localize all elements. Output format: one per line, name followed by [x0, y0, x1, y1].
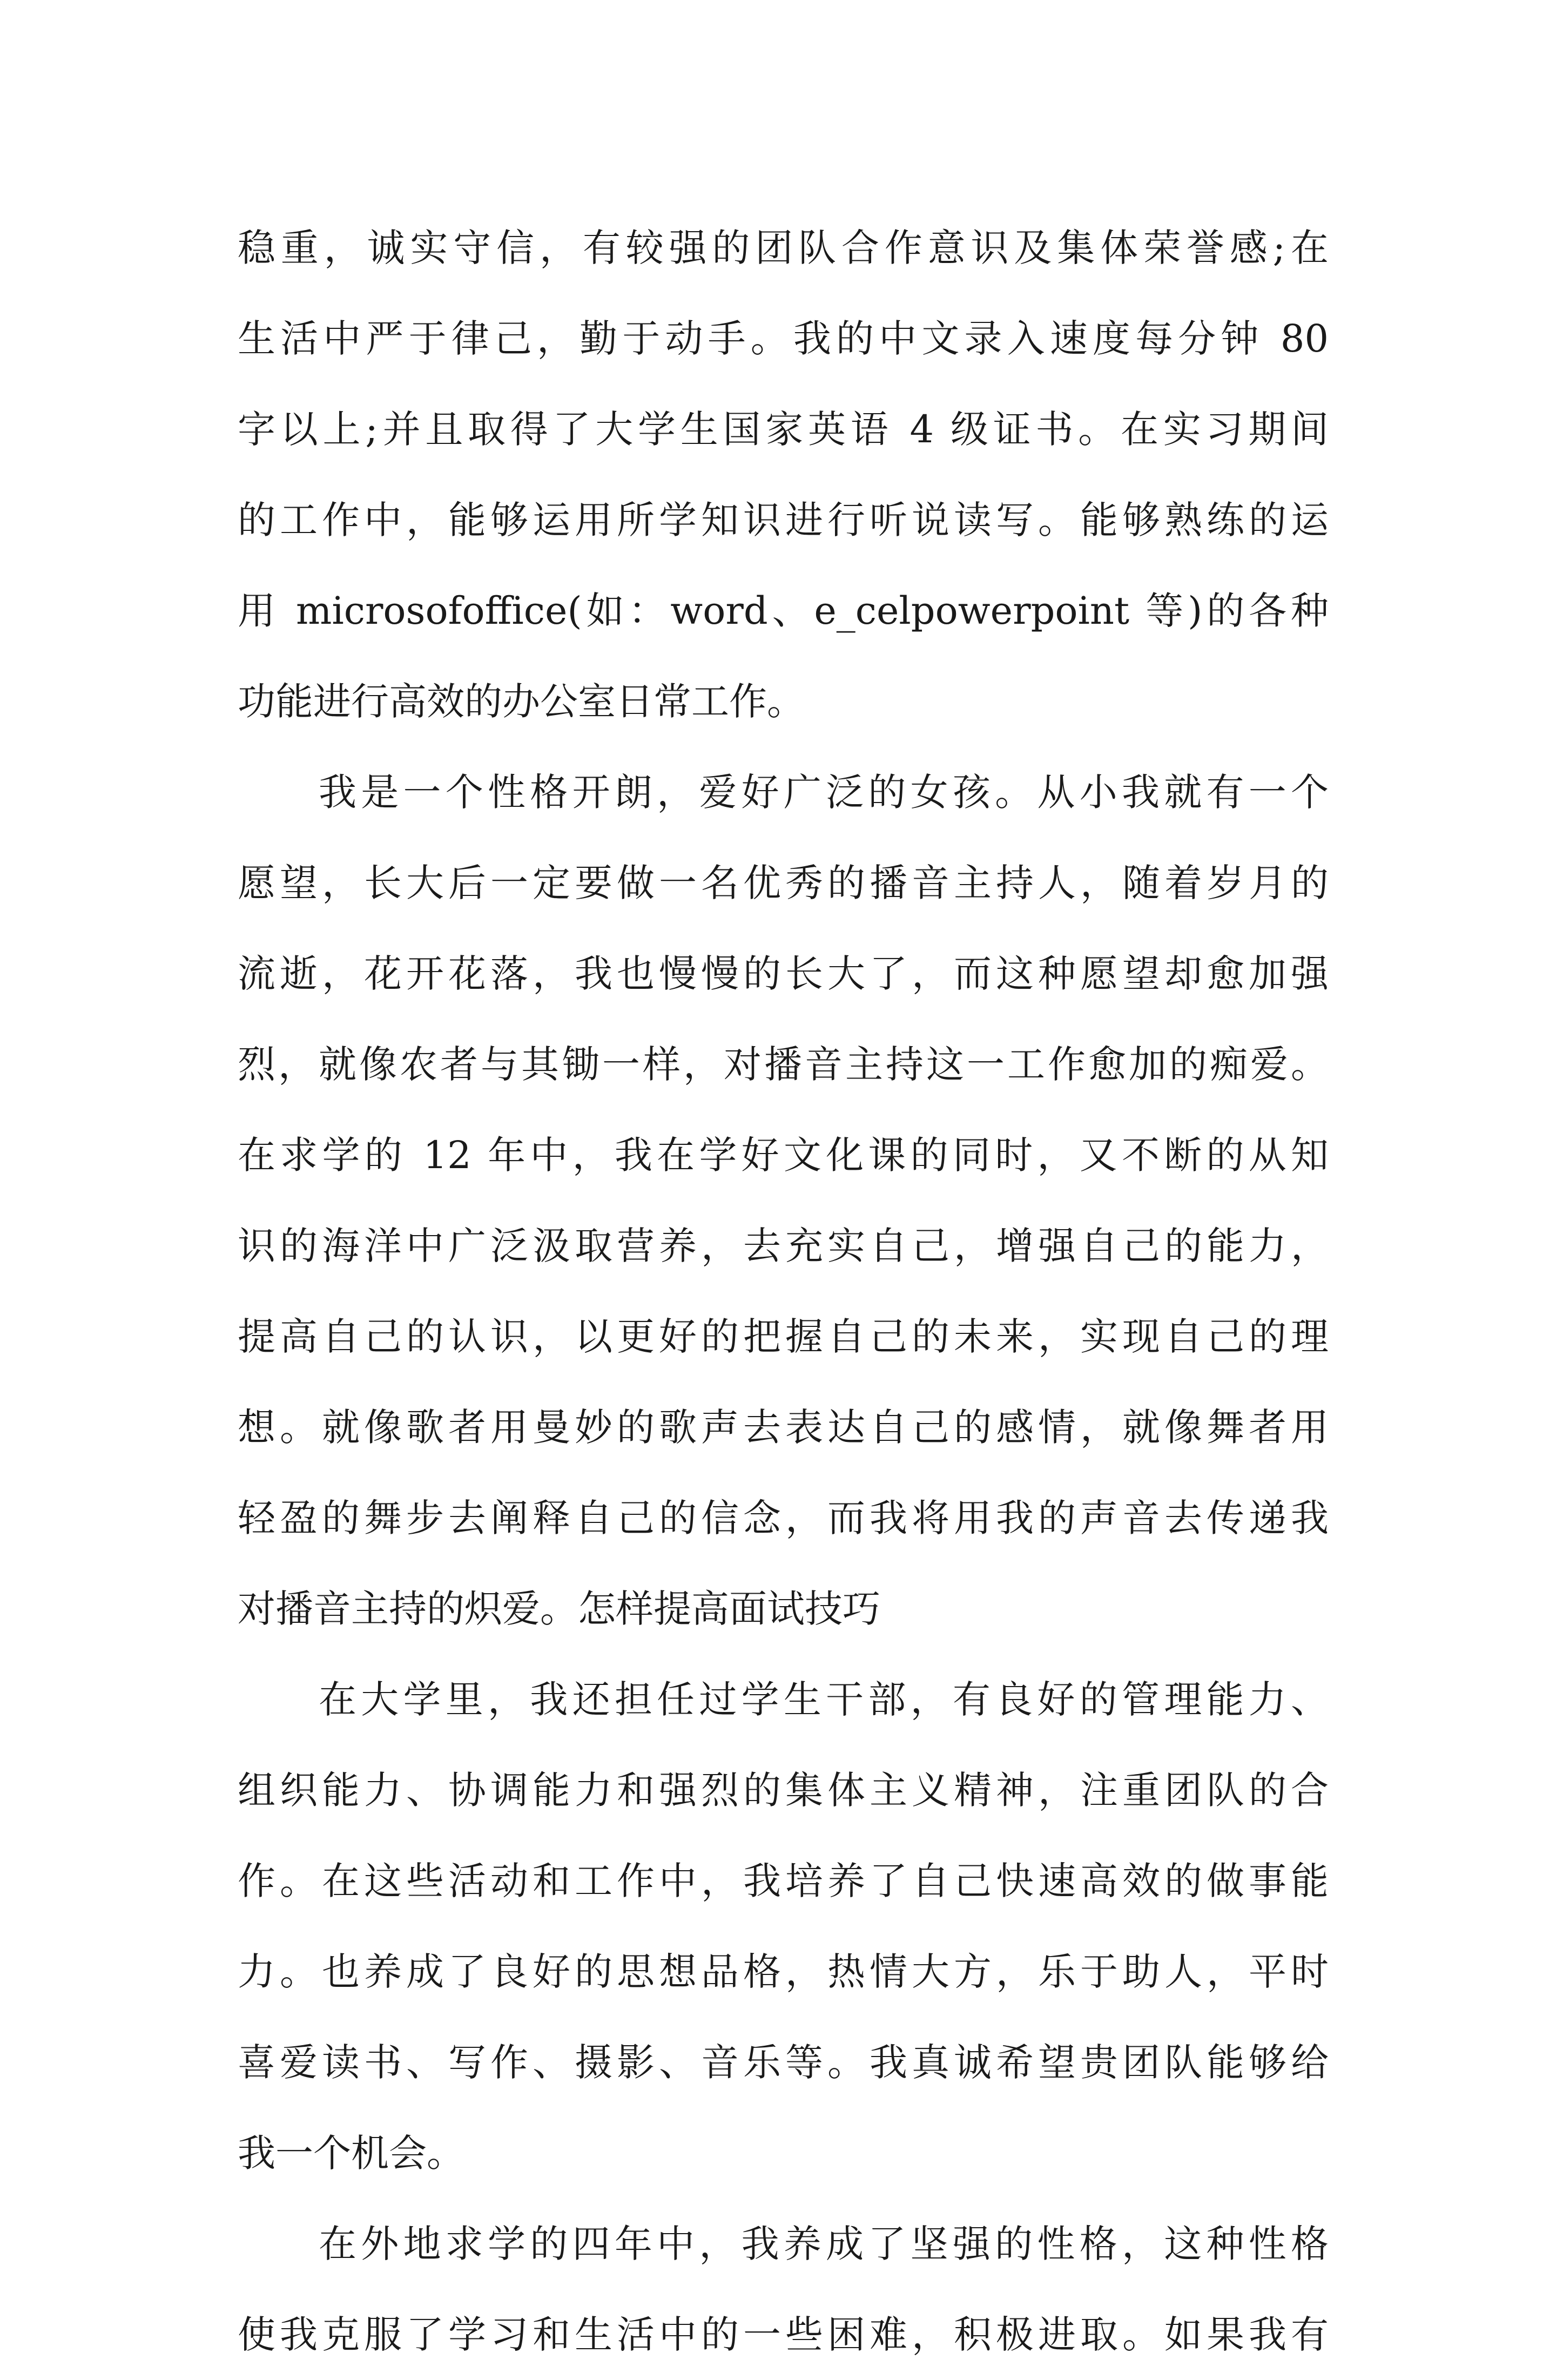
- text-line: 稳重，诚实守信，有较强的团队合作意识及集体荣誉感;在: [238, 226, 1329, 270]
- text-line: 烈，就像农者与其锄一样，对播音主持这一工作愈加的痴爱。: [238, 1042, 1329, 1087]
- paragraph-3: [238, 1654, 1329, 2199]
- text-line: 想。就像歌者用曼妙的歌声去表达自己的感情，就像舞者用: [238, 1405, 1329, 1449]
- text-line: 在大学里，我还担任过学生干部，有良好的管理能力、: [319, 1677, 1329, 1722]
- paragraph-1: [238, 203, 1329, 747]
- text-line: 喜爱读书、写作、摄影、音乐等。我真诚希望贵团队能够给: [238, 2040, 1329, 2085]
- text-line: 在外地求学的四年中，我养成了坚强的性格，这种性格: [319, 2222, 1329, 2266]
- document-body: [238, 203, 1329, 2380]
- text-line: 力。也养成了良好的思想品格，热情大方，乐于助人，平时: [238, 1950, 1329, 1994]
- text-line: 用 microsofoffice(如：word、e_celpowerpoint 等)的各种: [238, 589, 1329, 633]
- text-line: 识的海洋中广泛汲取营养，去充实自己，增强自己的能力，: [238, 1224, 1329, 1268]
- text-line: 轻盈的舞步去阐释自己的信念，而我将用我的声音去传递我: [238, 1496, 1329, 1540]
- text-line: 的工作中，能够运用所学知识进行听说读写。能够熟练的运: [238, 498, 1329, 542]
- text-line: 生活中严于律己，勤于动手。我的中文录入速度每分钟 80: [238, 316, 1329, 361]
- text-line: 作。在这些活动和工作中，我培养了自己快速高效的做事能: [238, 1859, 1329, 1903]
- text-line: 功能进行高效的办公室日常工作。: [238, 679, 805, 724]
- text-line: 在求学的 12 年中，我在学好文化课的同时，又不断的从知: [238, 1133, 1329, 1177]
- paragraph-2: [238, 747, 1329, 1654]
- paragraph-4: [238, 2199, 1329, 2380]
- text-line: 使我克服了学习和生活中的一些困难，积极进取。如果我有: [238, 2312, 1329, 2357]
- text-line: 流逝，花开花落，我也慢慢的长大了，而这种愿望却愈加强: [238, 952, 1329, 996]
- text-line: 愿望，长大后一定要做一名优秀的播音主持人，随着岁月的: [238, 861, 1329, 905]
- text-line: 提高自己的认识，以更好的把握自己的未来，实现自己的理: [238, 1314, 1329, 1359]
- text-line: 组织能力、协调能力和强烈的集体主义精神，注重团队的合: [238, 1768, 1329, 1812]
- text-line: 字以上;并且取得了大学生国家英语 4 级证书。在实习期间: [238, 407, 1329, 451]
- text-line: 对播音主持的炽爱。怎样提高面试技巧: [238, 1587, 880, 1631]
- text-line: 我是一个性格开朗，爱好广泛的女孩。从小我就有一个: [319, 770, 1329, 814]
- text-line: 我一个机会。: [238, 2131, 464, 2175]
